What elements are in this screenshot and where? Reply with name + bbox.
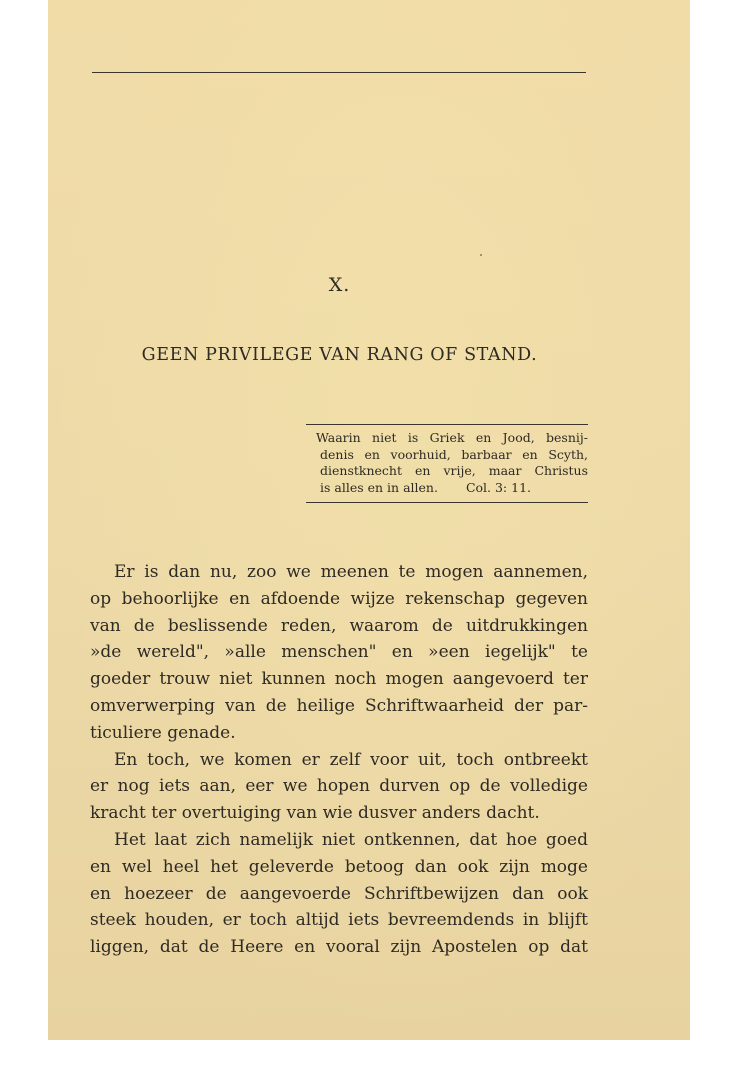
header-rule	[92, 72, 586, 73]
paper-speck	[480, 254, 482, 256]
text-line: van de beslissende reden, waarom de uitdrukkingen	[90, 615, 588, 636]
epigraph-last-text: is alles en in allen.	[320, 479, 438, 495]
epigraph-line: denis en voorhuid, barbaar en Scyth,	[320, 446, 588, 462]
chapter-title: GEEN PRIVILEGE VAN RANG OF STAND.	[141, 345, 538, 365]
paragraph	[90, 559, 588, 747]
text-line: kracht ter overtuiging van wie dusver anders dacht.	[90, 803, 540, 824]
text-line: op behoorlijke en afdoende wijze rekenschap gegeven	[90, 588, 588, 609]
text-line: Er is dan nu, zoo we meenen te mogen aannemen,	[114, 562, 588, 582]
text-line: ticuliere genade.	[90, 722, 236, 743]
text-line: omverwerping van de heilige Schriftwaarheid der par-	[90, 695, 588, 716]
epigraph-line: Waarin niet is Griek en Jood, besnij-	[316, 430, 588, 445]
epigraph-line	[320, 480, 588, 497]
text-line: En toch, we komen er zelf voor uit, toch ontbreekt	[114, 749, 588, 770]
text-line: en wel heel het geleverde betoog dan ook zijn moge	[90, 856, 588, 877]
text-line: er nog iets aan, eer we hopen durven op de volledige	[90, 776, 588, 797]
body-text	[90, 559, 588, 961]
chapter-number: X.	[328, 274, 351, 296]
text-line: goeder trouw niet kunnen noch mogen aangevoerd ter	[90, 669, 588, 690]
epigraph-line: dienstknecht en vrije, maar Christus	[320, 463, 588, 478]
text-line: liggen, dat de Heere en vooral zijn Apostelen op dat	[90, 937, 588, 958]
text-line: Het laat zich namelijk niet ontkennen, dat hoe goed	[114, 829, 588, 850]
paragraph	[90, 747, 588, 827]
text-line: »de wereld", »alle menschen" en »een iegelijk" te	[90, 642, 588, 663]
paragraph	[90, 827, 588, 961]
book-page	[48, 0, 690, 1040]
text-line: en hoezeer de aangevoerde Schriftbewijzen dan ook	[90, 883, 588, 904]
scripture-reference: Col. 3: 11.	[465, 479, 531, 495]
text-line: steek houden, er toch altijd iets bevreemdends in blijft	[90, 910, 588, 931]
epigraph	[306, 424, 588, 503]
